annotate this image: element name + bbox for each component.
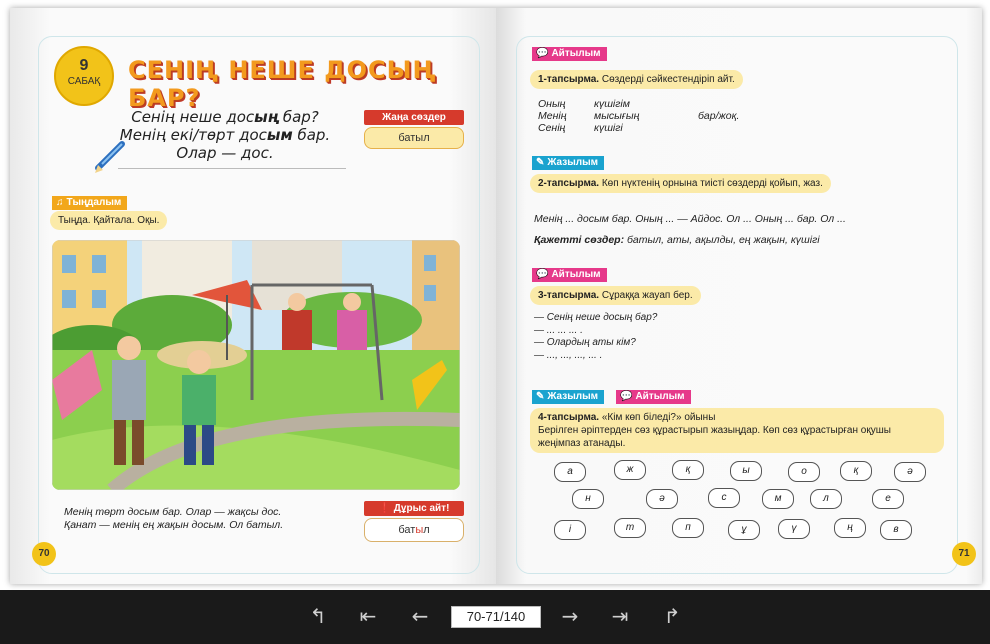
- writing-icon: ✎: [536, 391, 545, 402]
- headphones-icon: ♫: [56, 197, 64, 208]
- left-page: [10, 8, 496, 584]
- letter-card: п: [672, 518, 704, 538]
- task3-instruction: 3-тапсырма. Сұраққа жауап бер.: [530, 286, 701, 305]
- task4-instruction: 4-тапсырма. «Кім көп біледі?» ойыны Берілген әріптерден сөз құрастырып жазыңдар. Көп сөз құрастырған оқушы жеңімпаз атанады.: [530, 408, 944, 453]
- writing-tag: ✎ Жазылым: [532, 390, 604, 404]
- dialog-line: Олар — дос.: [176, 144, 274, 162]
- page-number-right: 71: [952, 542, 976, 566]
- lesson-number: 9: [79, 57, 89, 74]
- letter-card: т: [614, 518, 646, 538]
- say-correctly-box: [364, 501, 464, 542]
- new-words-box: [364, 110, 464, 149]
- speaking-tag: 💬 Айтылым: [532, 47, 607, 61]
- letter-card: с: [708, 488, 740, 508]
- page-number-left: 70: [32, 542, 56, 566]
- speaking-tag: 💬 Айтылым: [532, 268, 607, 282]
- dialog-text: [100, 108, 350, 162]
- exclamation-icon: ❗: [378, 503, 394, 514]
- dialog-line: Менің екі/төрт досым бар.: [119, 126, 331, 144]
- lesson-badge: [54, 46, 114, 106]
- task1-instruction: 1-тапсырма. Сөздерді сәйкестендіріп айт.: [530, 70, 743, 89]
- playground-illustration: [52, 240, 460, 490]
- task3-line: — ..., ..., ..., ... .: [534, 349, 603, 361]
- new-words-value: батыл: [364, 127, 464, 149]
- previous-page-icon[interactable]: ←: [411, 604, 429, 628]
- speech-icon: 💬: [620, 391, 633, 402]
- speech-icon: 💬: [536, 269, 549, 280]
- redo-icon[interactable]: ↱: [663, 604, 681, 628]
- letter-card: қ: [672, 460, 704, 480]
- listening-tag: ♫ Тыңдалым: [52, 196, 127, 210]
- right-page: [496, 8, 982, 584]
- writing-tag: ✎ Жазылым: [532, 156, 604, 170]
- letter-card: л: [810, 489, 842, 509]
- task3-line: — Сенің неше досың бар?: [534, 312, 658, 323]
- speech-icon: 💬: [536, 48, 549, 59]
- letter-card: ж: [614, 460, 646, 480]
- lesson-title: СЕНІҢ НЕШЕ ДОСЫҢ БАР?: [128, 56, 437, 112]
- navigation-bar: [0, 590, 990, 644]
- next-page-icon[interactable]: →: [561, 604, 579, 628]
- open-book: [10, 8, 982, 584]
- lesson-word: САБАҚ: [67, 76, 101, 87]
- task1-word-table: Оның Менің Сенің күшігім мысығың күшігі бар/жоқ.: [538, 98, 740, 134]
- task3-line: — Олардың аты кім?: [534, 337, 636, 348]
- task2-sentence: Менің ... досым бар. Оның ... — Айдос. Ол ... Оның ... бар. Ол ...: [534, 213, 846, 225]
- speaking-tag: 💬 Айтылым: [616, 390, 691, 404]
- task3-lines: [534, 312, 657, 362]
- page-indicator-input[interactable]: [451, 606, 541, 628]
- letter-card: ә: [894, 462, 926, 482]
- letter-card: м: [762, 489, 794, 509]
- letter-card: ү: [778, 519, 810, 539]
- say-correctly-word: батыл: [364, 518, 464, 542]
- undo-icon[interactable]: ↰: [309, 604, 327, 628]
- dialog-line: Сенің неше досың бар?: [131, 108, 319, 126]
- picture-caption: Менің төрт досым бар. Олар — жақсы дос. Қанат — менің ең жақын досым. Ол батыл.: [64, 506, 284, 531]
- letter-card: і: [554, 520, 586, 540]
- letter-card: ә: [646, 489, 678, 509]
- letter-card: а: [554, 462, 586, 482]
- new-words-header: Жаңа сөздер: [364, 110, 464, 125]
- letter-card: н: [572, 489, 604, 509]
- task2-instruction: 2-тапсырма. Көп нүктенің орнына тиісті сөздерді қойып, жаз.: [530, 174, 831, 193]
- letter-card: ы: [730, 461, 762, 481]
- say-correctly-header: ❗ Дұрыс айт!: [364, 501, 464, 516]
- task2-needed-words: Қажетті сөздер: батыл, аты, ақылды, ең жақын, күшігі: [534, 234, 820, 246]
- first-page-icon[interactable]: ⇤: [359, 604, 377, 628]
- letter-card: е: [872, 489, 904, 509]
- last-page-icon[interactable]: ⇥: [611, 604, 629, 628]
- letter-card: в: [880, 520, 912, 540]
- writing-icon: ✎: [536, 157, 545, 168]
- letter-card: ұ: [728, 520, 760, 540]
- divider: [118, 168, 346, 169]
- letter-card: ң: [834, 518, 866, 538]
- letter-card: о: [788, 462, 820, 482]
- listening-instruction: Тыңда. Қайтала. Оқы.: [50, 211, 167, 230]
- letter-card: қ: [840, 461, 872, 481]
- task3-line: — ... ... ... .: [534, 324, 583, 336]
- pen-icon: [90, 138, 130, 178]
